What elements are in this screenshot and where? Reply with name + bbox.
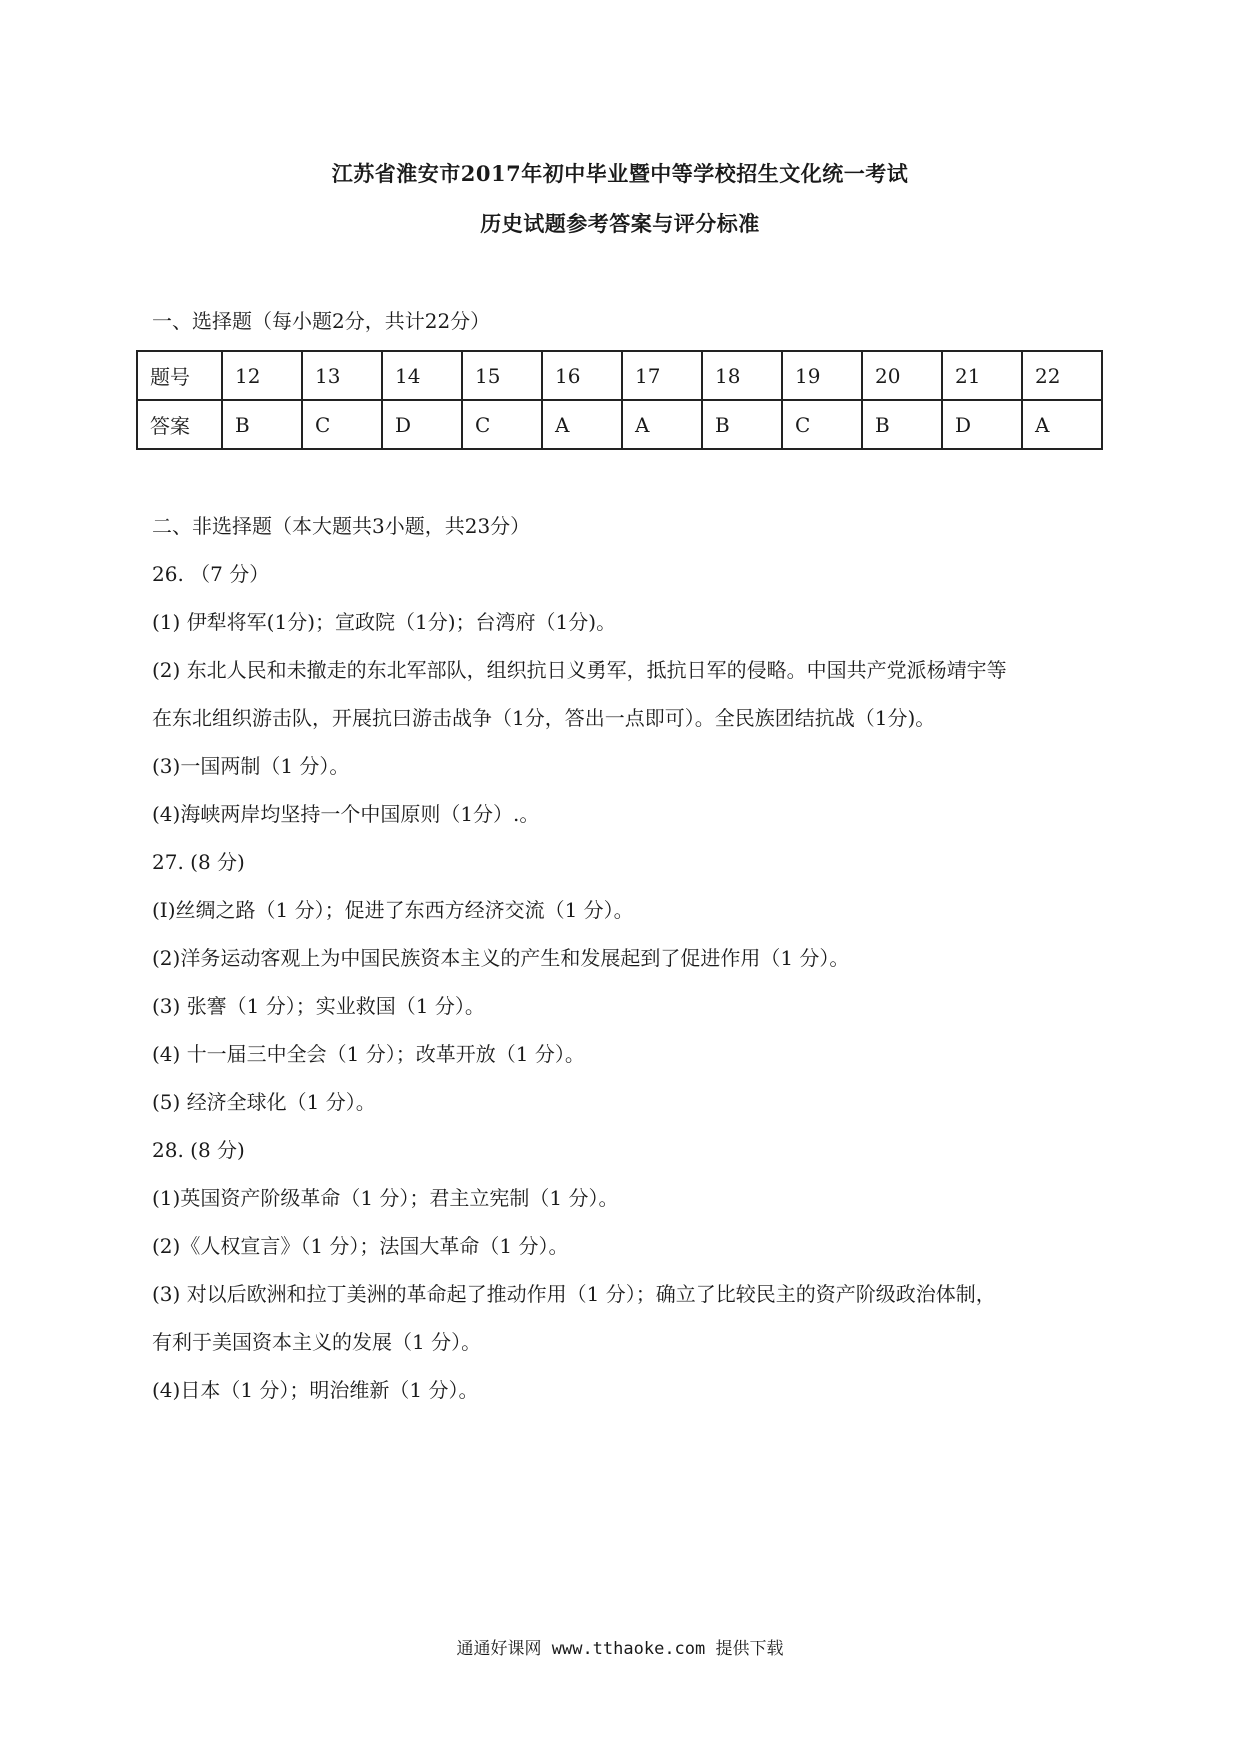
answer-line: (4) 十一届三中全会（1 分）；改革开放（1 分）。 — [152, 1042, 585, 1066]
answer-cell: B — [862, 400, 942, 449]
question-28-heading: 28. (8 分) — [152, 1138, 245, 1162]
section-heading-non-choice: 二、非选择题（本大题共3小题，共23分） — [152, 514, 531, 538]
answer-cell: A — [1022, 400, 1102, 449]
answer-line: 在东北组织游击队，开展抗曰游击战争（1分，答出一点即可）。全民族团结抗战（1分)。 — [152, 706, 936, 730]
answer-cell: C — [782, 400, 862, 449]
question-number-cell: 13 — [302, 351, 382, 400]
footer-credit: 通通好课网 www.tthaoke.com 提供下载 — [456, 1639, 784, 1659]
question-number-cell: 17 — [622, 351, 702, 400]
question-number-cell: 16 — [542, 351, 622, 400]
question-number-cell: 19 — [782, 351, 862, 400]
answer-line: (2)洋务运动客观上为中国民族资本主义的产生和发展起到了促进作用（1 分）。 — [152, 946, 850, 970]
question-number-cell: 20 — [862, 351, 942, 400]
answer-line: (2) 东北人民和未撤走的东北军部队，组织抗日义勇军，抵抗日军的侵略。中国共产党派杨靖宇等 — [152, 658, 1007, 682]
question-number-cell: 22 — [1022, 351, 1102, 400]
answer-cell: D — [382, 400, 462, 449]
answer-line: 有利于美国资本主义的发展（1 分）。 — [152, 1330, 482, 1354]
question-number-row — [137, 351, 1102, 400]
answer-line: (1) 伊犁将军(1分)；宣政院（1分)；台湾府（1分)。 — [152, 610, 617, 634]
answer-line: (I)丝绸之路（1 分）；促进了东西方经济交流（1 分）。 — [152, 898, 634, 922]
answer-line: (2)《人权宣言》（1 分）；法国大革命（1 分）。 — [152, 1234, 569, 1258]
answer-line: (1)英国资产阶级革命（1 分）；君主立宪制（1 分）。 — [152, 1186, 619, 1210]
answer-cell: B — [222, 400, 302, 449]
answer-cell: D — [942, 400, 1022, 449]
answer-line: (4)日本（1 分）；明治维新（1 分）。 — [152, 1378, 479, 1402]
answer-line: (3)一国两制（1 分）。 — [152, 754, 350, 778]
question-number-cell: 15 — [462, 351, 542, 400]
answer-cell: C — [302, 400, 382, 449]
question-27-heading: 27. (8 分) — [152, 850, 245, 874]
answer-line: (3) 张謇（1 分）；实业救国（1 分）。 — [152, 994, 485, 1018]
question-number-cell: 12 — [222, 351, 302, 400]
question-number-cell: 21 — [942, 351, 1022, 400]
answer-row — [137, 400, 1102, 449]
question-number-cell: 18 — [702, 351, 782, 400]
row-label-answer: 答案 — [137, 400, 222, 449]
document-title: 江苏省淮安市2017年初中毕业暨中等学校招生文化统一考试 — [331, 161, 909, 186]
answer-line: (5) 经济全球化（1 分）。 — [152, 1090, 376, 1114]
question-26-heading: 26. （7 分） — [152, 562, 270, 586]
answer-cell: A — [622, 400, 702, 449]
answer-line: (3) 对以后欧洲和拉丁美洲的革命起了推动作用（1 分）；确立了比较民主的资产阶级政治体制， — [152, 1282, 996, 1306]
answer-cell: A — [542, 400, 622, 449]
question-number-cell: 14 — [382, 351, 462, 400]
answer-cell: B — [702, 400, 782, 449]
answer-table — [136, 350, 1103, 450]
section-heading-multiple-choice: 一、选择题（每小题2分，共计22分） — [152, 309, 491, 333]
answer-line: (4)海峡两岸均坚持一个中国原则（1分）.。 — [152, 802, 540, 826]
row-label-question: 题号 — [137, 351, 222, 400]
document-subtitle: 历史试题参考答案与评分标准 — [480, 211, 760, 236]
answer-cell: C — [462, 400, 542, 449]
